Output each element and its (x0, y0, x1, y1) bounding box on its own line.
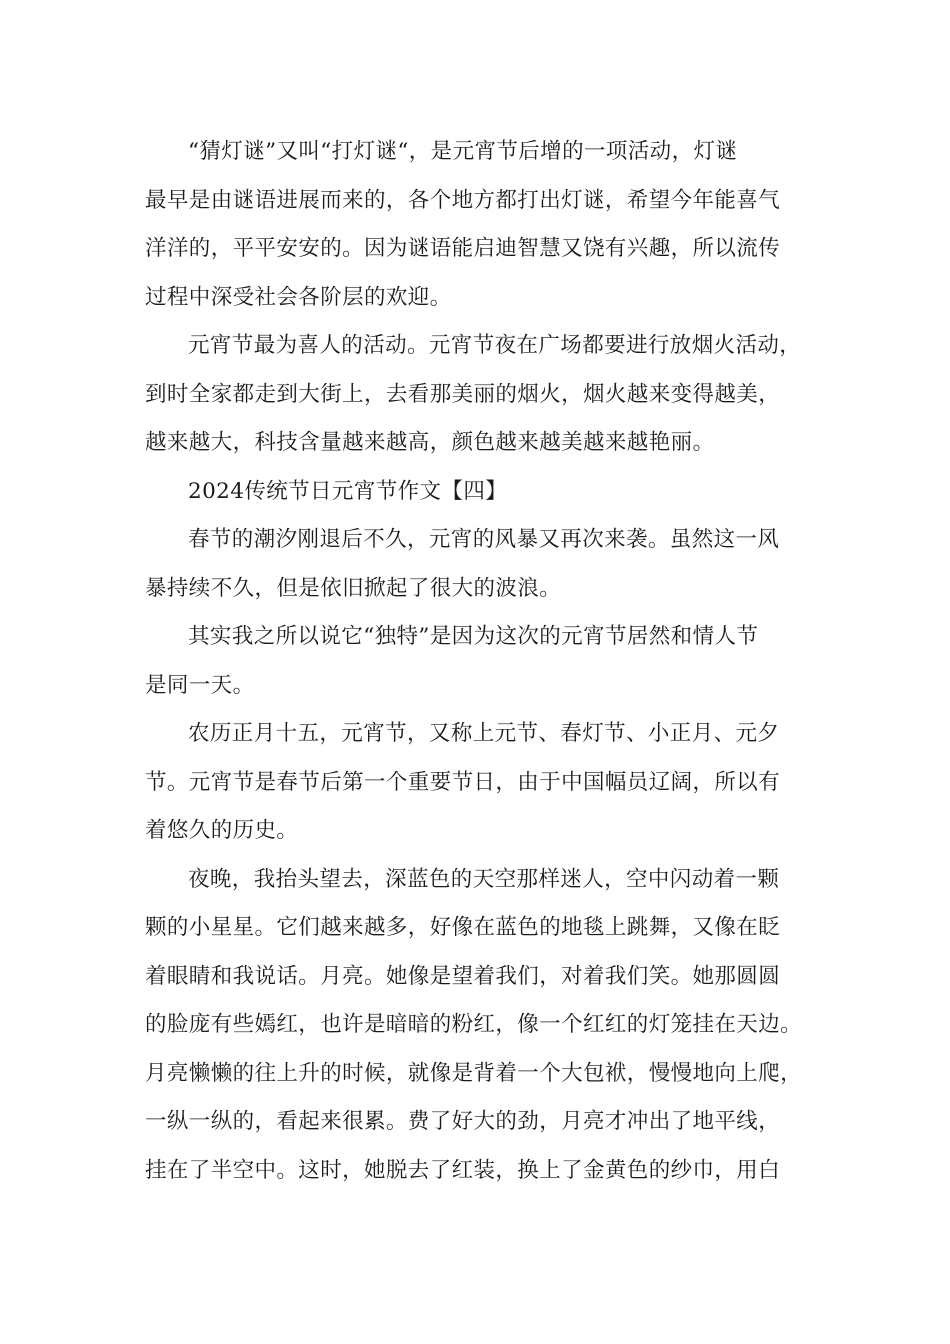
paragraph-lunar-calendar (145, 710, 825, 856)
text-line: 暴持续不久，但是依旧掀起了很大的波浪。 (145, 575, 562, 601)
text-line: 月亮懒懒的往上升的时候，就像是背着一个大包袱，慢慢地向上爬， (145, 1060, 803, 1086)
text-line: 颗的小星星。它们越来越多，好像在蓝色的地毯上跳舞，又像在眨 (145, 915, 781, 940)
text-line: 洋洋的，平平安安的。因为谜语能启迪智慧又饶有兴趣，所以流传 (145, 236, 781, 261)
section-heading: 2024传统节日元宵节作文【四】 (188, 478, 508, 504)
paragraph-lantern-riddles (145, 128, 825, 322)
paragraph-unique (145, 613, 825, 710)
text-line: 夜晚，我抬头望去，深蓝色的天空那样迷人，空中闪动着一颗 (188, 866, 780, 892)
text-line: 过程中深受社会各阶层的欢迎。 (145, 284, 452, 310)
paragraph-night-moon (145, 856, 825, 1196)
paragraph-fireworks (145, 322, 825, 468)
text-line: 着眼睛和我说话。月亮。她像是望着我们，对着我们笑。她那圆圆 (145, 963, 781, 989)
paragraph-spring-tide (145, 516, 825, 613)
text-line: 一纵一纵的，看起来很累。费了好大的劲，月亮才冲出了地平线， (145, 1109, 781, 1134)
text-line: 着悠久的历史。 (145, 818, 299, 843)
text-line: 是同一天。 (145, 672, 255, 698)
document-body (145, 128, 825, 1195)
text-line: 到时全家都走到大街上，去看那美丽的烟火，烟火越来变得越美， (145, 381, 781, 407)
text-line: 的脸庞有些嫣红，也许是暗暗的粉红，像一个红红的灯笼挂在天边。 (145, 1012, 803, 1037)
text-line: 农历正月十五，元宵节，又称上元节、春灯节、小正月、元夕 (188, 721, 780, 746)
text-line: 最早是由谜语进展而来的，各个地方都打出灯谜，希望今年能喜气 (145, 187, 781, 213)
text-line: “猜灯谜”又叫“打灯谜“，是元宵节后增的一项活动，灯谜 (188, 139, 738, 164)
text-line: 春节的潮汐刚退后不久，元宵的风暴又再次来袭。虽然这一风 (188, 527, 780, 552)
text-line: 其实我之所以说它“独特”是因为这次的元宵节居然和情人节 (188, 624, 759, 649)
text-line: 挂在了半空中。这时，她脱去了红装，换上了金黄色的纱巾，用白 (145, 1157, 781, 1183)
text-line: 节。元宵节是春节后第一个重要节日，由于中国幅员辽阔，所以有 (145, 769, 781, 795)
text-line: 元宵节最为喜人的活动。元宵节夜在广场都要进行放烟火活动， (188, 333, 802, 358)
text-line: 越来越大，科技含量越来越高，颜色越来越美越来越艳丽。 (145, 430, 715, 455)
